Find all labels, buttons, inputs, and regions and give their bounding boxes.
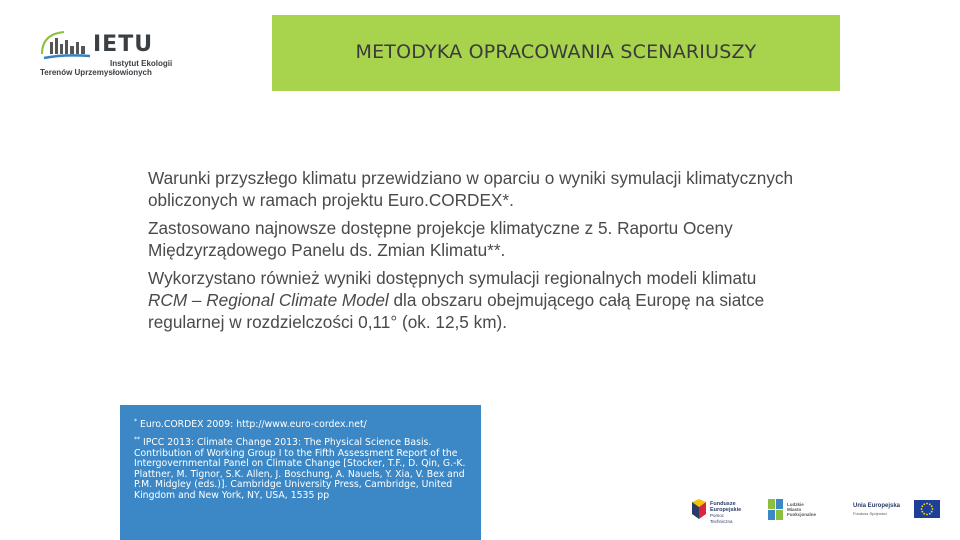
rp-line1: Ludzkie xyxy=(787,502,804,507)
fe-line1: Fundusze xyxy=(710,501,736,507)
ietu-logo xyxy=(38,28,173,80)
paragraph-3-start: Wykorzystano również wyniki dostępnych symulacji regionalnych modeli klimatu xyxy=(148,268,757,288)
fe-line2: Europejskie xyxy=(710,507,742,513)
ludzkie-miasto-logo xyxy=(767,497,829,525)
city-people-icon xyxy=(767,497,785,521)
eu-flag-icon xyxy=(914,500,940,518)
ue-logo-subtitle: Fundusz Spójności xyxy=(853,511,887,516)
fe-star-icon xyxy=(690,498,708,520)
unia-europejska-logo xyxy=(853,497,945,525)
rp-line2: Miasto xyxy=(787,507,802,512)
rp-line3: Funkcjonalne xyxy=(787,512,817,517)
paragraph-3-italic: RCM – Regional Climate Model xyxy=(148,290,389,310)
footnote-1-marker: * xyxy=(134,417,137,425)
eu-stars-icon xyxy=(914,500,940,518)
factory-landscape-icon xyxy=(38,28,94,64)
footnote-1 xyxy=(134,417,469,431)
logo-subtitle-line1: Instytut Ekologii xyxy=(110,59,173,68)
fundusze-europejskie-logo xyxy=(690,498,742,524)
ue-logo-title: Unia Europejska xyxy=(853,503,901,509)
eu-logos-strip xyxy=(690,495,945,527)
paragraph-3 xyxy=(148,267,798,333)
footnote-box xyxy=(120,405,481,540)
body-text xyxy=(148,167,798,339)
paragraph-3-end: dla obszaru obejmującego całą Europę na siatce regularnej w rozdzielczości 0,11° (ok. 12,5 km). xyxy=(148,290,765,332)
footnote-2-text: IPCC 2013: Climate Change 2013: The Physical Science Basis. Contribution of Working Group I to the Fifth Assessment Report of the Intergovernmental Panel on Climate Change [Stocker, T.F., D. Qin, G.-K. Plattner, M. Tignor, S.K. Allen, J. Boschung, A. Nauels, Y. Xia, V. Bex and P.M. Midgley (eds.)]. Cambridge University Press, Cambridge, United Kingdom and New York, NY, USA, 1535 pp xyxy=(134,437,466,501)
footnote-2-marker: ** xyxy=(134,435,140,443)
fe-logo-text xyxy=(710,501,742,525)
logo-subtitle-line2: Terenów Uprzemysłowionych xyxy=(40,68,152,77)
title-banner xyxy=(272,15,840,91)
logo-name: IETU xyxy=(93,32,154,57)
footnote-1-text: Euro.CORDEX 2009: http://www.euro-cordex.net/ xyxy=(139,419,367,430)
page-title: METODYKA OPRACOWANIA SCENARIUSZY xyxy=(355,41,757,63)
paragraph-1: Warunki przyszłego klimatu przewidziano w oparciu o wyniki symulacji klimatycznych obliczonych w ramach projektu Euro.CORDEX*. xyxy=(148,168,794,210)
fe-line3: Pomoc Techniczna xyxy=(710,513,733,524)
footnote-2 xyxy=(134,435,469,502)
paragraph-2: Zastosowano najnowsze dostępne projekcje klimatyczne z 5. Raportu Oceny Międzyrządowego Panelu ds. Zmian Klimatu**. xyxy=(148,218,733,260)
rp-logo-text xyxy=(787,502,816,517)
